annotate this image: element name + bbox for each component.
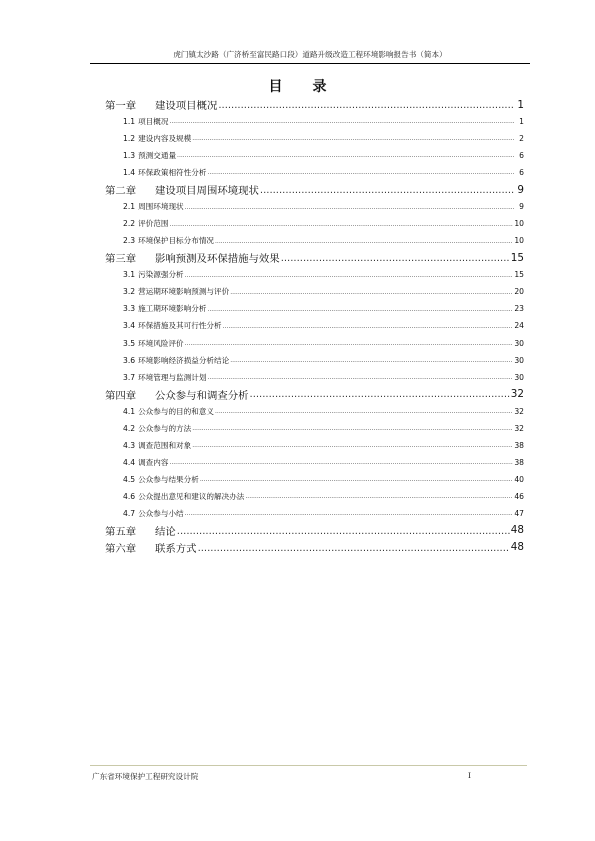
toc-entry-label: 项目概况 <box>138 117 169 127</box>
toc-entry-page: 40 <box>514 474 524 484</box>
toc-entry-page: 9 <box>519 202 524 212</box>
toc-entry-label: 建设项目周围环境现状 <box>155 185 259 198</box>
toc-dot-leader <box>177 525 510 535</box>
toc-entry-page: 30 <box>514 355 524 365</box>
toc-entry-page: 24 <box>514 321 524 331</box>
toc-dot-leader <box>200 476 514 484</box>
toc-section-entry[interactable] <box>105 488 524 505</box>
toc-entry-page: 48 <box>510 524 524 537</box>
toc-entry-number: 2.2 <box>123 219 136 229</box>
toc-entry-page: 15 <box>510 251 524 264</box>
toc-entry-label: 调查内容 <box>138 457 169 467</box>
toc-entry-number: 第二章 <box>105 185 137 198</box>
toc-dot-leader <box>185 339 514 347</box>
toc-section-entry[interactable] <box>105 369 524 386</box>
toc-entry-number: 4.2 <box>123 423 136 433</box>
toc-chapter-entry[interactable] <box>105 522 524 539</box>
toc-entry-label: 环保措施及其可行性分析 <box>138 321 222 331</box>
toc-dot-leader <box>185 203 515 211</box>
footer-organization: 广东省环境保护工程研究设计院 <box>92 772 199 781</box>
header-rule <box>90 63 530 64</box>
toc-entry-page: 15 <box>514 270 524 280</box>
toc-dot-leader <box>185 271 514 279</box>
toc-entry-label: 周围环境现状 <box>138 202 184 212</box>
toc-dot-leader <box>192 424 513 432</box>
toc-entry-label: 建设项目概况 <box>155 100 218 112</box>
toc-section-entry[interactable] <box>105 164 524 181</box>
toc-dot-leader <box>192 135 515 143</box>
toc-entry-number: 4.7 <box>123 508 136 518</box>
toc-section-entry[interactable] <box>105 471 524 488</box>
toc-section-entry[interactable] <box>105 232 524 249</box>
toc-dot-leader <box>215 237 513 245</box>
toc-entry-label: 联系方式 <box>155 542 197 555</box>
toc-dot-leader <box>207 169 515 177</box>
toc-entry-label: 营运期环境影响预测与评价 <box>138 287 230 297</box>
toc-entry-page: 10 <box>514 219 524 229</box>
toc-entry-label: 影响预测及环保措施与效果 <box>155 253 280 266</box>
toc-entry-number: 第五章 <box>105 525 137 538</box>
toc-chapter-entry[interactable] <box>105 96 524 113</box>
toc-entry-number: 1.3 <box>123 151 136 161</box>
toc-dot-leader <box>207 373 513 381</box>
toc-entry-label: 评价范围 <box>138 219 169 229</box>
toc-entry-page: 6 <box>519 168 524 178</box>
running-header: 虎门镇太沙路（广济桥至富民路口段）道路升级改造工程环境影响报告书（简本） <box>173 50 447 59</box>
toc-entry-number: 3.1 <box>123 270 136 280</box>
toc-entry-label: 环境风险评价 <box>138 338 184 348</box>
toc-dot-leader <box>281 253 510 263</box>
toc-section-entry[interactable] <box>105 420 524 437</box>
toc-entry-number: 3.3 <box>123 304 136 314</box>
toc-entry-number: 第四章 <box>105 389 137 402</box>
toc-entry-number: 3.6 <box>123 355 136 365</box>
toc-dot-leader <box>223 322 514 330</box>
toc-section-entry[interactable] <box>105 198 524 215</box>
toc-chapter-entry[interactable] <box>105 386 524 403</box>
toc-chapter-entry[interactable] <box>105 249 524 266</box>
toc-entry-label: 污染源强分析 <box>138 270 184 280</box>
toc-section-entry[interactable] <box>105 505 524 522</box>
toc-entry-number: 4.1 <box>123 406 136 416</box>
toc-entry-page: 23 <box>514 304 524 314</box>
toc-entry-number: 1.2 <box>123 134 136 144</box>
toc-dot-leader <box>177 152 515 160</box>
toc-dot-leader <box>218 99 515 109</box>
toc-entry-page: 47 <box>514 508 524 518</box>
toc-entry-label: 环境管理与监测计划 <box>138 372 207 382</box>
toc-entry-page: 9 <box>517 183 524 196</box>
footer-rule <box>90 765 527 766</box>
toc-dot-leader <box>198 542 510 552</box>
toc-dot-leader <box>185 510 514 518</box>
toc-entry-label: 环境影响经济损益分析结论 <box>138 355 230 365</box>
toc-section-entry[interactable] <box>105 113 524 130</box>
toc-entry-label: 公众参与和调查分析 <box>155 389 249 402</box>
toc-dot-leader <box>169 118 515 126</box>
toc-section-entry[interactable] <box>105 130 524 147</box>
toc-chapter-entry[interactable] <box>105 539 524 556</box>
toc-entry-page: 32 <box>514 423 524 433</box>
toc-entry-number: 4.6 <box>123 491 136 501</box>
toc-entry-number: 1.4 <box>123 168 136 178</box>
toc-section-entry[interactable] <box>105 266 524 283</box>
toc-dot-leader <box>215 407 513 415</box>
toc-section-entry[interactable] <box>105 437 524 454</box>
toc-entry-label: 建设内容及规模 <box>138 134 192 144</box>
toc-entry-page: 20 <box>514 287 524 297</box>
toc-dot-leader <box>169 220 513 228</box>
toc-entry-page: 32 <box>514 406 524 416</box>
toc-entry-label: 公众参与小结 <box>138 508 184 518</box>
toc-entry-page: 38 <box>514 457 524 467</box>
toc-title: 目录 <box>268 79 357 95</box>
toc-entry-label: 公众参与的目的和意义 <box>138 406 215 416</box>
toc-entry-label: 预测交通量 <box>138 151 177 161</box>
toc-section-entry[interactable] <box>105 215 524 232</box>
toc-entry-page: 6 <box>519 151 524 161</box>
toc-entry-number: 1.1 <box>123 117 136 127</box>
toc-section-entry[interactable] <box>105 317 524 334</box>
toc-entry-number: 3.7 <box>123 372 136 382</box>
toc-entry-label: 公众参与结果分析 <box>138 474 199 484</box>
toc-dot-leader <box>230 356 513 364</box>
toc-entry-label: 公众提出意见和建议的解决办法 <box>138 491 245 501</box>
toc-entry-number: 4.3 <box>123 440 136 450</box>
toc-dot-leader <box>192 441 513 449</box>
toc-dot-leader <box>245 493 513 501</box>
toc-entry-page: 46 <box>514 491 524 501</box>
toc-dot-leader <box>169 459 513 467</box>
toc-entry-number: 第一章 <box>105 100 137 112</box>
toc-dot-leader <box>230 288 513 296</box>
toc-dot-leader <box>250 389 510 399</box>
toc-entry-label: 环境保护目标分布情况 <box>138 236 215 246</box>
toc-entry-page: 30 <box>514 372 524 382</box>
toc-section-entry[interactable] <box>105 147 524 164</box>
toc-entry-label: 施工期环境影响分析 <box>138 304 207 314</box>
toc-entry-label: 调查范围和对象 <box>138 440 192 450</box>
toc-chapter-entry[interactable] <box>105 181 524 198</box>
toc-entry-number: 3.5 <box>123 338 136 348</box>
toc-entry-number: 2.3 <box>123 236 136 246</box>
toc-entry-page: 38 <box>514 440 524 450</box>
toc-entry-page: 1 <box>519 117 524 127</box>
toc-entry-number: 4.5 <box>123 474 136 484</box>
toc-section-entry[interactable] <box>105 300 524 317</box>
toc-section-entry[interactable] <box>105 352 524 369</box>
toc-entry-number: 3.4 <box>123 321 136 331</box>
toc-section-entry[interactable] <box>105 403 524 420</box>
toc-entry-page: 48 <box>510 541 524 554</box>
toc-entry-number: 第六章 <box>105 542 137 555</box>
toc-entry-number: 第三章 <box>105 253 137 266</box>
table-of-contents <box>105 96 524 556</box>
toc-entry-label: 结论 <box>155 525 176 538</box>
toc-entry-page: 10 <box>514 236 524 246</box>
toc-section-entry[interactable] <box>105 283 524 300</box>
footer-page-number: I <box>468 771 471 780</box>
toc-section-entry[interactable] <box>105 454 524 471</box>
toc-entry-number: 3.2 <box>123 287 136 297</box>
toc-entry-number: 4.4 <box>123 457 136 467</box>
toc-entry-page: 2 <box>519 134 524 144</box>
toc-entry-page: 1 <box>517 98 524 111</box>
toc-entry-page: 30 <box>514 338 524 348</box>
toc-entry-label: 公众参与的方法 <box>138 423 192 433</box>
toc-entry-number: 2.1 <box>123 202 136 212</box>
toc-dot-leader <box>260 184 515 194</box>
toc-section-entry[interactable] <box>105 335 524 352</box>
toc-entry-label: 环保政策相符性分析 <box>138 168 207 178</box>
toc-dot-leader <box>207 305 513 313</box>
toc-entry-page: 32 <box>510 388 524 401</box>
